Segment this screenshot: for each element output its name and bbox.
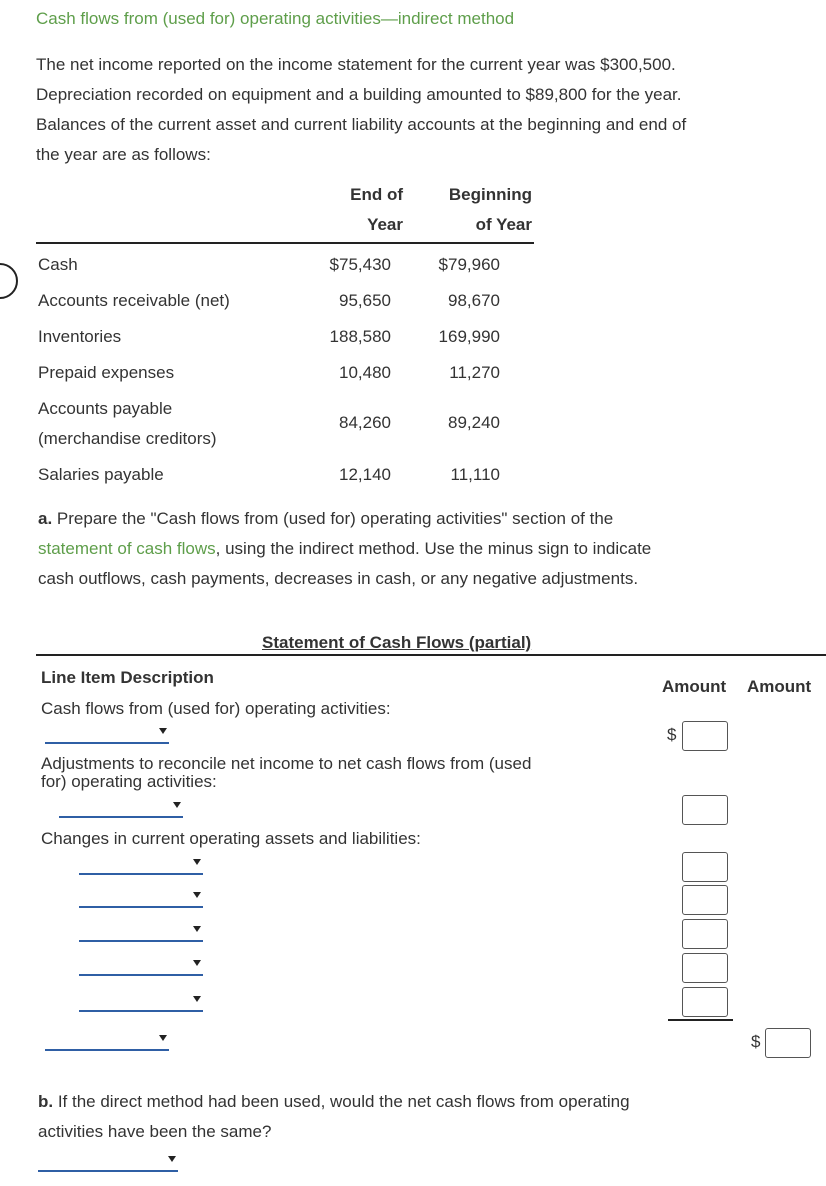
problem-title: Cash flows from (used for) operating activities—indirect method	[36, 9, 515, 28]
chevron-down-icon	[173, 802, 181, 808]
row-prepaid-begin: 11,270	[449, 363, 500, 382]
heading-adjustments	[41, 755, 531, 791]
row-salaries-begin: 11,110	[450, 465, 500, 484]
chevron-down-icon	[159, 728, 167, 734]
col-header-beginning-line1: Beginning	[448, 185, 532, 204]
net-cash-flow-amount-input[interactable]	[765, 1028, 811, 1058]
question-b	[38, 1087, 818, 1147]
change-amount-input[interactable]	[682, 987, 728, 1017]
row-inventories-end: 188,580	[329, 327, 391, 346]
intro-line: Balances of the current asset and current liability accounts at the beginning and end of	[36, 115, 687, 134]
change-item-select[interactable]	[79, 853, 203, 875]
statement-title: Statement of Cash Flows (partial)	[262, 633, 532, 652]
row-cash-end: $75,430	[329, 255, 391, 274]
depreciation-amount-input[interactable]	[682, 795, 728, 825]
question-b-letter: b.	[38, 1092, 54, 1111]
statement-of-cash-flows-link[interactable]: statement of cash flows	[38, 539, 216, 558]
row-label-accounts-payable: Accounts payable	[38, 399, 173, 418]
col-header-end-of-year-line1: End of	[350, 185, 403, 204]
change-amount-input[interactable]	[682, 885, 728, 915]
chevron-down-icon	[193, 892, 201, 898]
row-label-prepaid-expenses: Prepaid expenses	[38, 363, 175, 382]
col-amount-1: Amount	[662, 677, 727, 696]
change-amount-input[interactable]	[682, 852, 728, 882]
row-ar-begin: 98,670	[448, 291, 500, 310]
step-circle-icon	[0, 263, 18, 299]
row-label-inventories: Inventories	[38, 327, 122, 346]
question-a-text: , using the indirect method. Use the minus sign to indicate	[215, 539, 652, 558]
col-header-beginning-line2: of Year	[475, 215, 532, 234]
heading-operating-activities: Cash flows from (used for) operating activities:	[41, 699, 391, 718]
chevron-down-icon	[193, 859, 201, 865]
col-line-item-description: Line Item Description	[41, 668, 214, 687]
row-label-accounts-receivable: Accounts receivable (net)	[38, 291, 230, 310]
depreciation-select[interactable]	[59, 796, 183, 818]
chevron-down-icon	[168, 1156, 176, 1162]
col-header-end-of-year-line2: Year	[367, 215, 403, 234]
intro-line: Depreciation recorded on equipment and a building amounted to $89,800 for the year.	[36, 85, 682, 104]
heading-changes: Changes in current operating assets and liabilities:	[41, 829, 421, 848]
chevron-down-icon	[193, 926, 201, 932]
row-ap-begin: 89,240	[448, 413, 500, 432]
dollar-sign: $	[667, 725, 677, 744]
net-income-select[interactable]	[45, 722, 169, 744]
heading-adjustments-line: for) operating activities:	[41, 772, 217, 791]
intro-line: the year are as follows:	[36, 145, 211, 164]
dollar-sign: $	[751, 1032, 761, 1051]
question-a-text: Prepare the "Cash flows from (used for) operating activities" section of the	[52, 509, 614, 528]
intro-line: The net income reported on the income statement for the current year was $300,500.	[36, 55, 676, 74]
question-a	[38, 504, 818, 594]
net-income-amount-input[interactable]	[682, 721, 728, 751]
row-prepaid-end: 10,480	[339, 363, 391, 382]
row-ar-end: 95,650	[339, 291, 391, 310]
net-cash-flow-select[interactable]	[45, 1029, 169, 1051]
change-amount-input[interactable]	[682, 953, 728, 983]
direct-method-answer-select[interactable]	[38, 1150, 178, 1172]
row-ap-end: 84,260	[339, 413, 391, 432]
question-a-text: cash outflows, cash payments, decreases in cash, or any negative adjustments.	[38, 569, 639, 588]
subtotal-rule	[668, 1019, 733, 1021]
change-item-select[interactable]	[79, 990, 203, 1012]
question-a-letter: a.	[38, 509, 53, 528]
row-salaries-end: 12,140	[339, 465, 391, 484]
row-label-accounts-payable-sub: (merchandise creditors)	[38, 429, 217, 448]
problem-intro	[36, 50, 826, 170]
row-inventories-begin: 169,990	[438, 327, 500, 346]
change-item-select[interactable]	[79, 886, 203, 908]
row-cash-begin: $79,960	[438, 255, 500, 274]
row-label-salaries-payable: Salaries payable	[38, 465, 164, 484]
chevron-down-icon	[159, 1035, 167, 1041]
table-header-rule	[36, 242, 534, 244]
question-b-text: activities have been the same?	[38, 1122, 272, 1141]
heading-adjustments-line: Adjustments to reconcile net income to net cash flows from (used	[41, 754, 532, 773]
chevron-down-icon	[193, 996, 201, 1002]
row-label-cash: Cash	[38, 255, 78, 274]
change-amount-input[interactable]	[682, 919, 728, 949]
chevron-down-icon	[193, 960, 201, 966]
change-item-select[interactable]	[79, 920, 203, 942]
statement-header-rule	[36, 654, 826, 656]
change-item-select[interactable]	[79, 954, 203, 976]
question-b-text: If the direct method had been used, would the net cash flows from operating	[53, 1092, 630, 1111]
col-amount-2: Amount	[747, 677, 812, 696]
